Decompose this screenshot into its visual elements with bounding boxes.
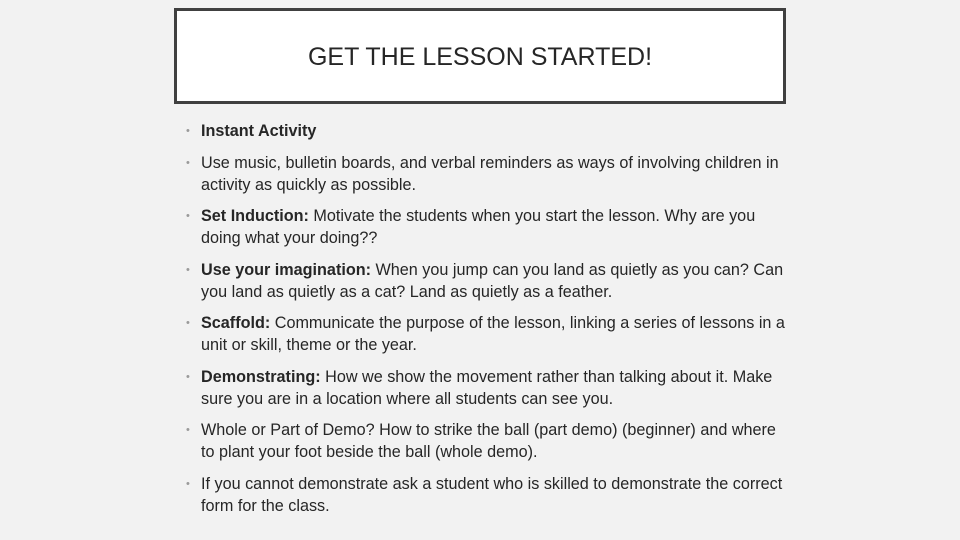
list-item (186, 120, 786, 142)
bullet-icon: • (186, 424, 190, 436)
title-box (174, 8, 786, 104)
slide-title: GET THE LESSON STARTED! (307, 42, 653, 71)
bullet-icon: • (186, 477, 190, 490)
bullet-icon: • (186, 370, 190, 383)
list-item (186, 152, 786, 196)
item-text: How we show the movement rather than talking about it. Make sure you are in a location where all students can see you. (201, 367, 773, 408)
bullet-icon: • (186, 263, 190, 276)
list-item (186, 473, 786, 517)
list-item (186, 259, 786, 303)
item-text: Use music, bulletin boards, and verbal reminders as ways of involving children in activity as quickly as possible. (201, 153, 779, 194)
list-item (186, 366, 786, 410)
list-item (186, 205, 786, 249)
item-text: Motivate the students when you start the lesson. Why are you doing what your doing?? (201, 207, 756, 247)
list-item (186, 419, 786, 463)
item-bold: Scaffold: (201, 314, 271, 332)
bullet-list (186, 120, 786, 526)
item-bold: Use your imagination: (201, 260, 371, 279)
item-text: Communicate the purpose of the lesson, linking a series of lessons in a unit or skill, theme or the year. (201, 314, 785, 354)
item-bold: Set Induction: (201, 207, 309, 225)
item-text: Whole or Part of Demo? How to strike the ball (part demo) (beginner) and where to plant your foot beside the ball (whole demo). (201, 421, 776, 461)
item-bold: Instant Activity (201, 122, 317, 140)
item-bold: Demonstrating: (201, 367, 321, 386)
bullet-icon: • (186, 156, 190, 169)
item-text: When you jump can you land as quietly as you can? Can you land as quietly as a cat? Land as quietly as a feather. (201, 260, 784, 301)
bullet-icon: • (186, 125, 190, 137)
item-text: If you cannot demonstrate ask a student who is skilled to demonstrate the correct form for the class. (201, 474, 783, 515)
bullet-icon: • (186, 317, 190, 329)
list-item (186, 312, 786, 356)
bullet-icon: • (186, 210, 190, 222)
